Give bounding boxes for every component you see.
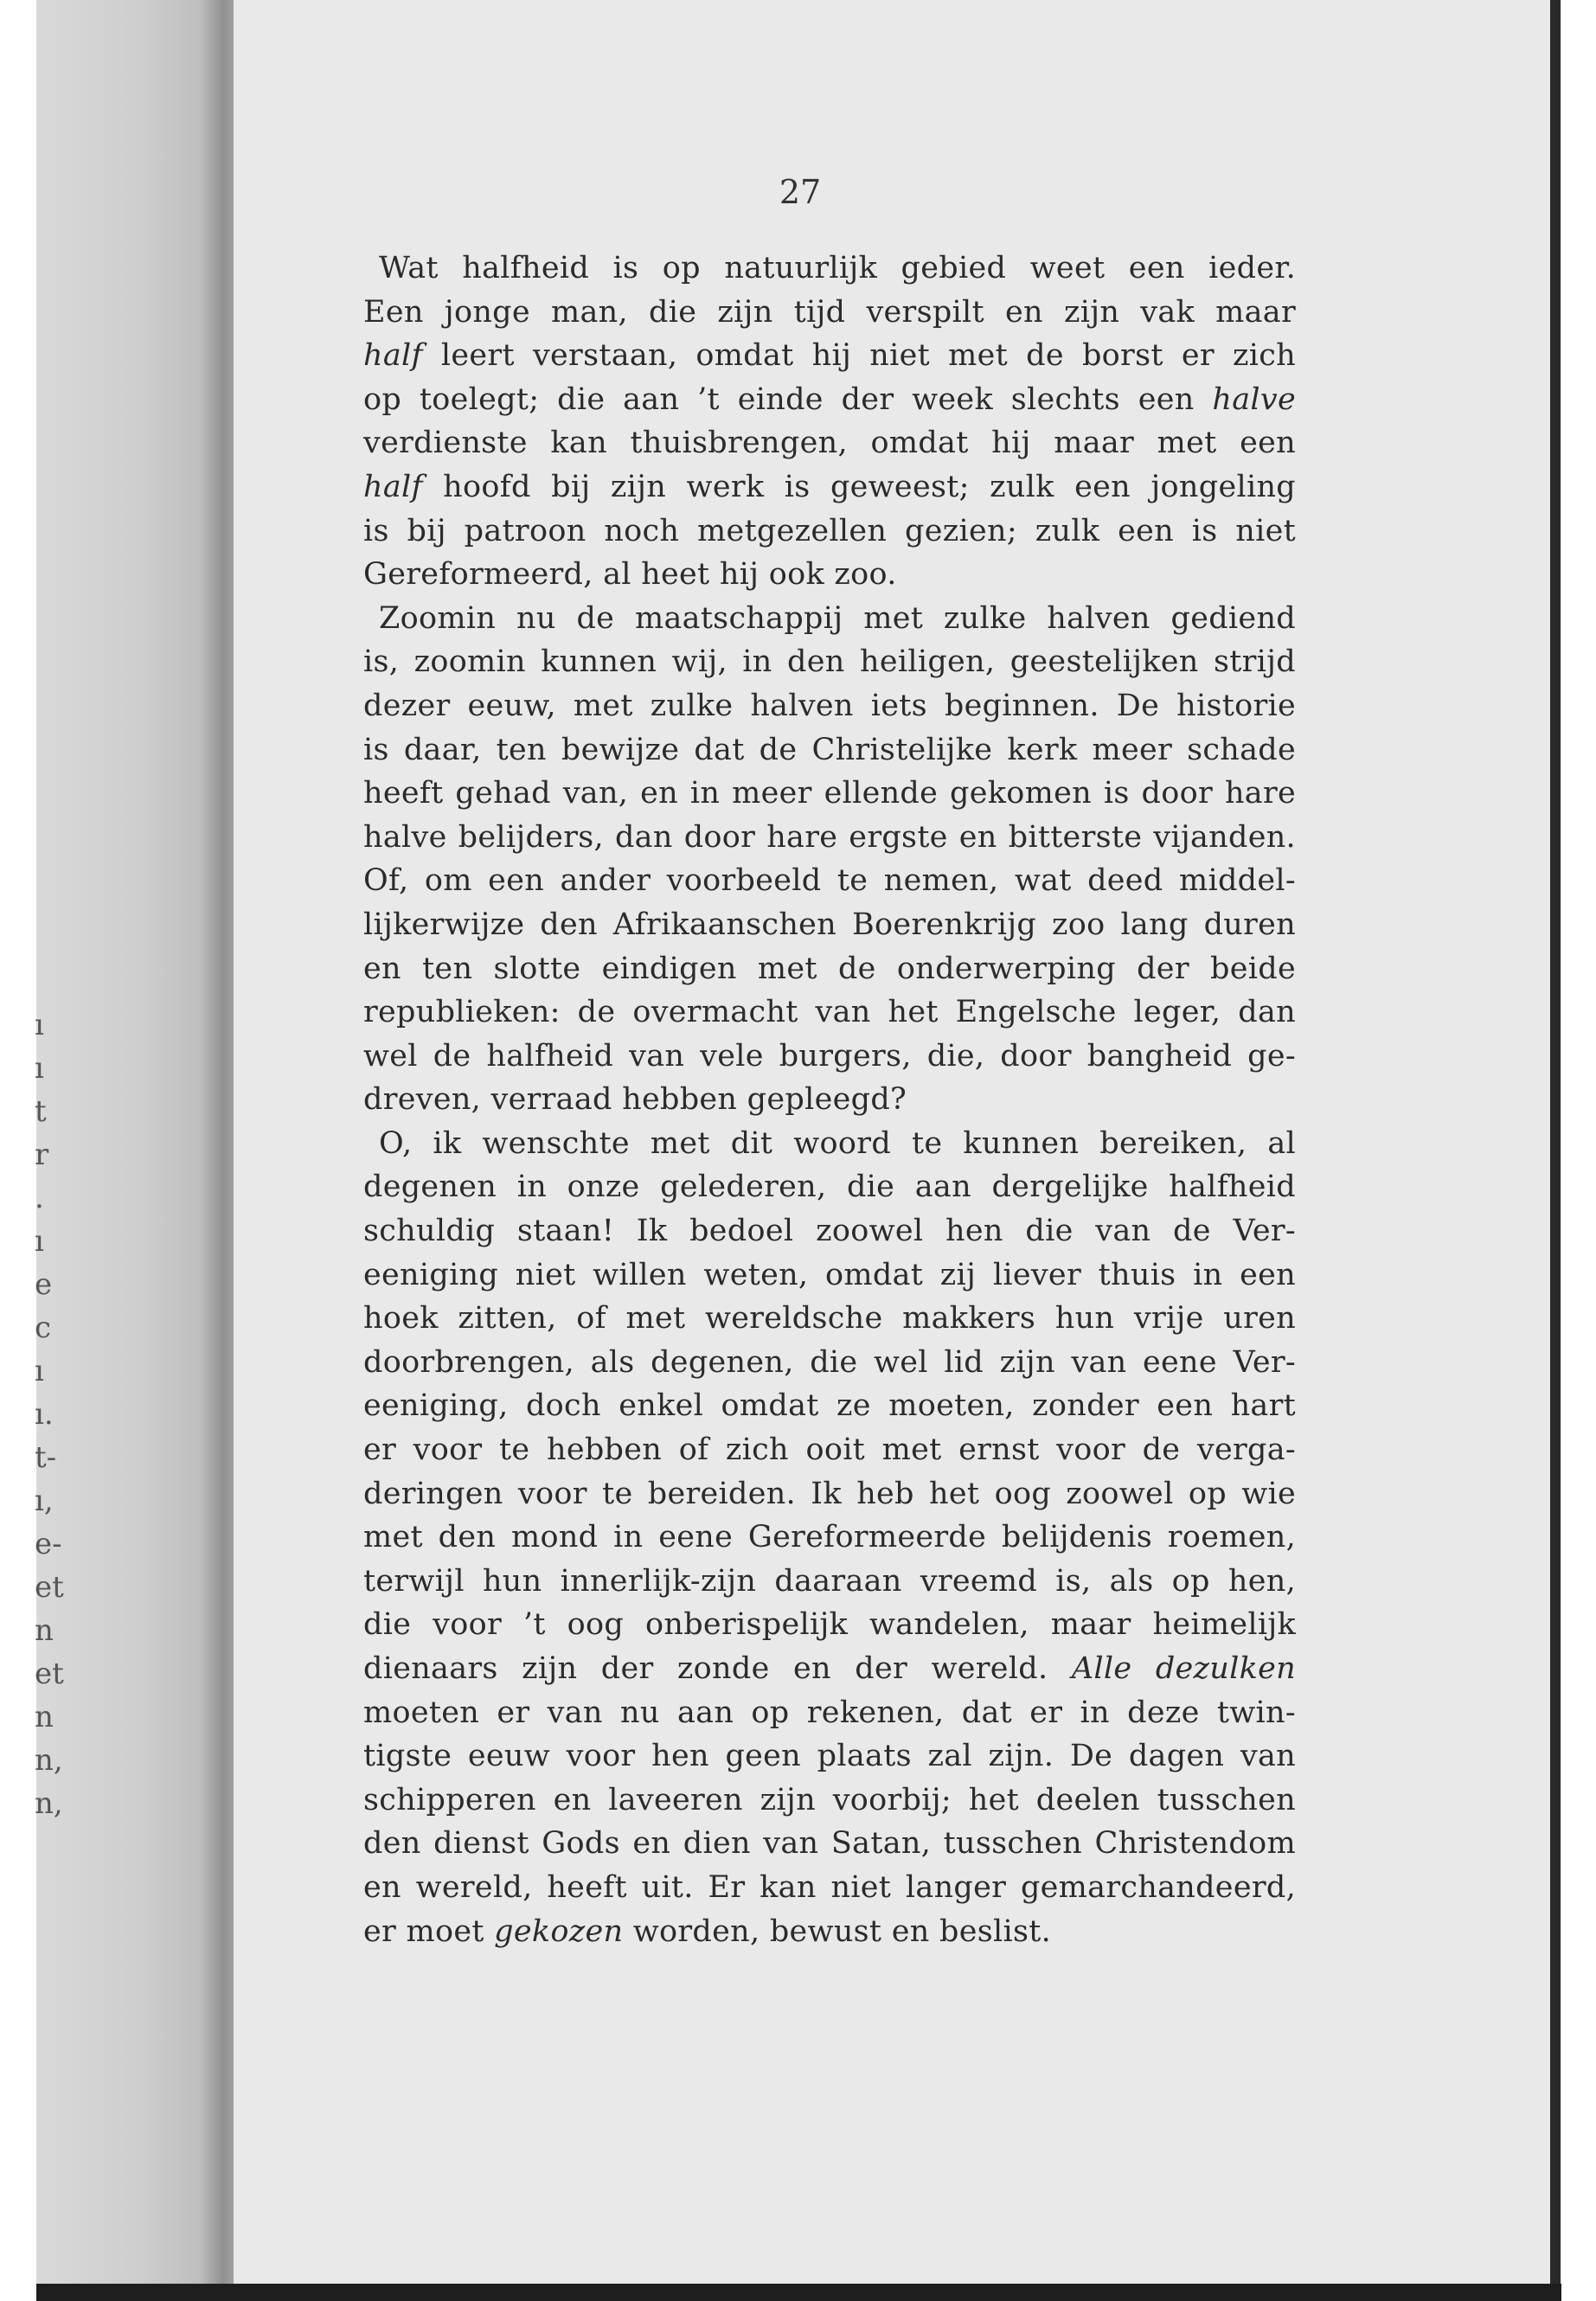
- bleed-fragment: e-: [35, 1527, 62, 1561]
- text-segment: dreven, verraad hebben gepleegd?: [363, 1082, 907, 1118]
- scan-right-border: [1550, 0, 1561, 2284]
- text-line: [363, 816, 1296, 860]
- text-line: [363, 1560, 1296, 1604]
- bleed-fragment: et: [35, 1657, 64, 1691]
- text-segment: Een jonge man, die zijn tijd verspilt en zijn vak maar: [363, 294, 1296, 330]
- text-line: [363, 1341, 1296, 1385]
- text-line: [363, 1691, 1296, 1735]
- text-segment: en ten slotte eindigen met de onderwerping der beide: [363, 951, 1296, 986]
- text-line: [363, 1297, 1296, 1341]
- text-segment: dienaars zijn der zonde en der wereld.: [363, 1651, 1072, 1686]
- text-line: [363, 990, 1296, 1035]
- text-segment: hoofd bij zijn werk is geweest; zulk een jongeling: [422, 469, 1296, 504]
- text-segment: eeniging niet willen weten, omdat zij liever thuis in een: [363, 1257, 1296, 1292]
- bleed-fragment: e: [35, 1267, 53, 1302]
- text-segment: is, zoomin kunnen wij, in den heiligen, geestelijken strijd: [363, 644, 1296, 680]
- text-segment: O, ik wenschte met dit woord te kunnen bereiken, al: [379, 1125, 1296, 1161]
- text-segment: halve belijders, dan door hare ergste en bitterste vijanden.: [363, 819, 1296, 855]
- text-line: [363, 247, 1296, 291]
- text-line: [363, 1165, 1296, 1209]
- text-segment: moeten er van nu aan op rekenen, dat er in deze twin-: [363, 1695, 1296, 1730]
- left-page-bleed-text: [35, 1003, 104, 1825]
- text-segment: die voor ’t oog onberispelijk wandelen, maar heimelijk: [363, 1607, 1296, 1643]
- text-line: [363, 1779, 1296, 1823]
- text-segment: deringen voor te bereiden. Ik heb het oog zoowel op wie: [363, 1476, 1296, 1511]
- text-line: [363, 1078, 1296, 1122]
- text-line: [363, 772, 1296, 816]
- bleed-fragment: ı: [35, 1051, 44, 1086]
- text-line: [363, 1122, 1296, 1166]
- text-line: [363, 859, 1296, 903]
- text-line: [363, 597, 1296, 641]
- text-segment: Wat halfheid is op natuurlijk gebied weet een ieder.: [379, 251, 1296, 285]
- bleed-fragment: n: [35, 1613, 54, 1648]
- italic-emphasis: half: [363, 469, 423, 504]
- bleed-fragment: n,: [35, 1786, 63, 1821]
- italic-emphasis: Alle dezulken: [1071, 1651, 1296, 1686]
- text-segment: worden, bewust en beslist.: [623, 1913, 1052, 1949]
- text-line: [363, 1516, 1296, 1560]
- text-line: [363, 334, 1296, 378]
- text-line: [363, 378, 1296, 422]
- text-segment: heeft gehad van, en in meer ellende gekomen is door hare: [363, 776, 1296, 811]
- text-segment: met den mond in eene Gereformeerde belijdenis roemen,: [363, 1520, 1296, 1555]
- text-segment: terwijl hun innerlijk-zijn daaraan vreemd is, als op hen,: [363, 1563, 1296, 1599]
- text-segment: den dienst Gods en dien van Satan, tusschen Christendom: [363, 1826, 1296, 1862]
- bleed-fragment: n,: [35, 1743, 63, 1778]
- text-line: [363, 1603, 1296, 1647]
- scan-bottom-border: [36, 2284, 1561, 2301]
- text-segment: is bij patroon noch metgezellen gezien; zulk een is niet: [363, 513, 1296, 548]
- bleed-fragment: et: [35, 1570, 64, 1605]
- text-line: [363, 1428, 1296, 1472]
- text-segment: eeniging, doch enkel omdat ze moeten, zonder een hart: [363, 1388, 1296, 1424]
- text-segment: schipperen en laveeren zijn voorbij; het deelen tusschen: [363, 1782, 1296, 1817]
- italic-emphasis: gekozen: [494, 1913, 624, 1949]
- text-segment: en wereld, heeft uit. Er kan niet langer gemarchandeerd,: [363, 1869, 1296, 1905]
- text-line: [363, 1647, 1296, 1691]
- text-line: [363, 553, 1296, 597]
- text-line: [363, 1209, 1296, 1253]
- text-segment: er moet: [363, 1913, 495, 1949]
- text-segment: is daar, ten bewijze dat de Christelijke kerk meer schade: [363, 732, 1296, 767]
- text-line: [363, 1734, 1296, 1779]
- italic-emphasis: half: [363, 338, 423, 374]
- bleed-fragment: ı: [35, 1354, 44, 1388]
- text-segment: Of, om een ander voorbeeld te nemen, wat deed middel-: [363, 863, 1296, 899]
- text-segment: schuldig staan! Ik bedoel zoowel hen die van de Ver-: [363, 1214, 1296, 1249]
- bleed-fragment: ı: [35, 1224, 44, 1259]
- bleed-fragment: .: [35, 1181, 44, 1215]
- text-segment: verdienste kan thuisbrengen, omdat hij maar met een: [363, 426, 1296, 461]
- bleed-fragment: r: [35, 1138, 49, 1172]
- text-segment: Gereformeerd, al heet hij ook zoo.: [363, 557, 897, 593]
- text-line: [363, 1253, 1296, 1298]
- italic-emphasis: halve: [1212, 381, 1296, 417]
- text-line: [363, 947, 1296, 991]
- bleed-fragment: t-: [35, 1440, 57, 1475]
- text-segment: wel de halfheid van vele burgers, die, door bangheid ge-: [363, 1038, 1296, 1074]
- bleed-fragment: c: [35, 1311, 52, 1345]
- text-line: [363, 465, 1296, 510]
- text-line: [363, 1910, 1296, 1954]
- text-segment: degenen in onze gelederen, die aan dergelijke halfheid: [363, 1170, 1296, 1205]
- page-number: 27: [779, 173, 822, 211]
- text-segment: lijkerwijze den Afrikaanschen Boerenkrijg zoo lang duren: [363, 907, 1296, 942]
- text-segment: republieken: de overmacht van het Engelsche leger, dan: [363, 995, 1296, 1030]
- text-segment: Zoomin nu de maatschappij met zulke halven gediend: [379, 600, 1296, 636]
- text-segment: leert verstaan, omdat hij niet met de borst er zich: [422, 338, 1296, 374]
- text-line: [363, 640, 1296, 684]
- text-segment: op toelegt; die aan ’t einde der week slechts een: [363, 381, 1213, 417]
- text-segment: tigste eeuw voor hen geen plaats zal zijn. De dagen van: [363, 1739, 1296, 1774]
- text-line: [363, 684, 1296, 728]
- text-segment: doorbrengen, als degenen, die wel lid zijn van eene Ver-: [363, 1344, 1296, 1380]
- text-line: [363, 421, 1296, 465]
- text-segment: hoek zitten, of met wereldsche makkers hun vrije uren: [363, 1301, 1296, 1336]
- text-line: [363, 1384, 1296, 1428]
- text-line: [363, 903, 1296, 947]
- bleed-fragment: t: [35, 1094, 47, 1129]
- text-line: [363, 1822, 1296, 1866]
- bleed-fragment: ı,: [35, 1484, 54, 1518]
- bleed-fragment: ı.: [35, 1397, 54, 1432]
- bleed-fragment: n: [35, 1700, 54, 1734]
- bleed-fragment: ı: [35, 1008, 44, 1042]
- page-body-text: [363, 247, 1296, 1953]
- text-line: [363, 510, 1296, 554]
- text-line: [363, 1035, 1296, 1079]
- text-line: [363, 728, 1296, 772]
- book-gutter: [199, 0, 234, 2284]
- text-segment: dezer eeuw, met zulke halven iets beginnen. De historie: [363, 688, 1296, 723]
- text-segment: er voor te hebben of zich ooit met ernst voor de verga-: [363, 1433, 1296, 1468]
- text-line: [363, 1472, 1296, 1516]
- text-line: [363, 291, 1296, 335]
- text-line: [363, 1866, 1296, 1910]
